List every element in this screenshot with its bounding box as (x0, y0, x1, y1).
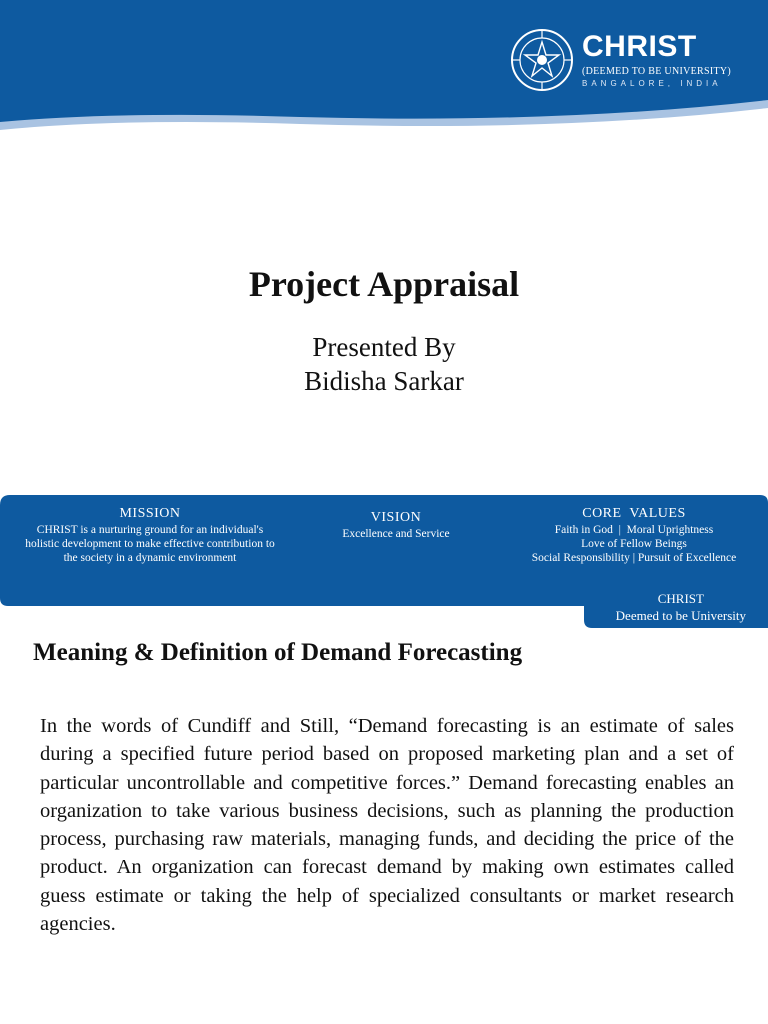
vision-line: Excellence and Service (342, 528, 450, 540)
core-values-heading: CORE VALUES (582, 506, 686, 521)
presented-by-label: Presented By (312, 332, 456, 362)
brand-subtitle: (DEEMED TO BE UNIVERSITY) (582, 66, 732, 77)
section-heading: Meaning & Definition of Demand Forecasting (33, 639, 523, 666)
presenter-name: Bidisha Sarkar (304, 366, 464, 396)
mission-section (6, 505, 294, 565)
brand-name: CHRIST (582, 30, 697, 63)
core-values-line: Love of Fellow Beings (581, 538, 687, 550)
core-values-line: Social Responsibility | Pursuit of Excellence (531, 552, 737, 564)
mission-line: CHRIST is a nurturing ground for an individual's (36, 524, 264, 536)
content-slide (0, 628, 768, 1024)
header-banner (0, 0, 768, 130)
footer-banner (0, 495, 768, 628)
university-logo (510, 28, 730, 100)
mission-heading: MISSION (119, 506, 181, 521)
mission-line: the society in a dynamic environment (63, 552, 237, 564)
signature-line-2: Deemed to be University (615, 608, 746, 623)
brand-city: BANGALORE, INDIA (582, 79, 722, 88)
definition-paragraph: In the words of Cundiff and Still, “Demand forecasting is an estimate of sales during a specified future period based on proposed marketing plan and a set of particular uncontrollable and competitive forces.” Demand forecasting enables an organization to take various business decisions, such as planning the production process, purchasing raw materials, managing funds, and deciding the price of the product. An organization can forecast demand by making own estimates called guess estimate or taking the help of specialized consultants or market research agencies. (40, 715, 734, 936)
vision-heading: VISION (370, 510, 422, 525)
presentation-title: Project Appraisal (248, 264, 520, 304)
core-values-line: Faith in God | Moral Uprightness (554, 524, 714, 536)
signature-line-1: CHRIST (657, 591, 704, 606)
footer-signature (616, 590, 746, 624)
vision-section (326, 509, 466, 541)
emblem-icon (510, 28, 574, 92)
mission-line: holistic development to make effective contribution to (25, 538, 275, 550)
core-values-section (505, 505, 763, 565)
presenter-block (0, 330, 768, 398)
